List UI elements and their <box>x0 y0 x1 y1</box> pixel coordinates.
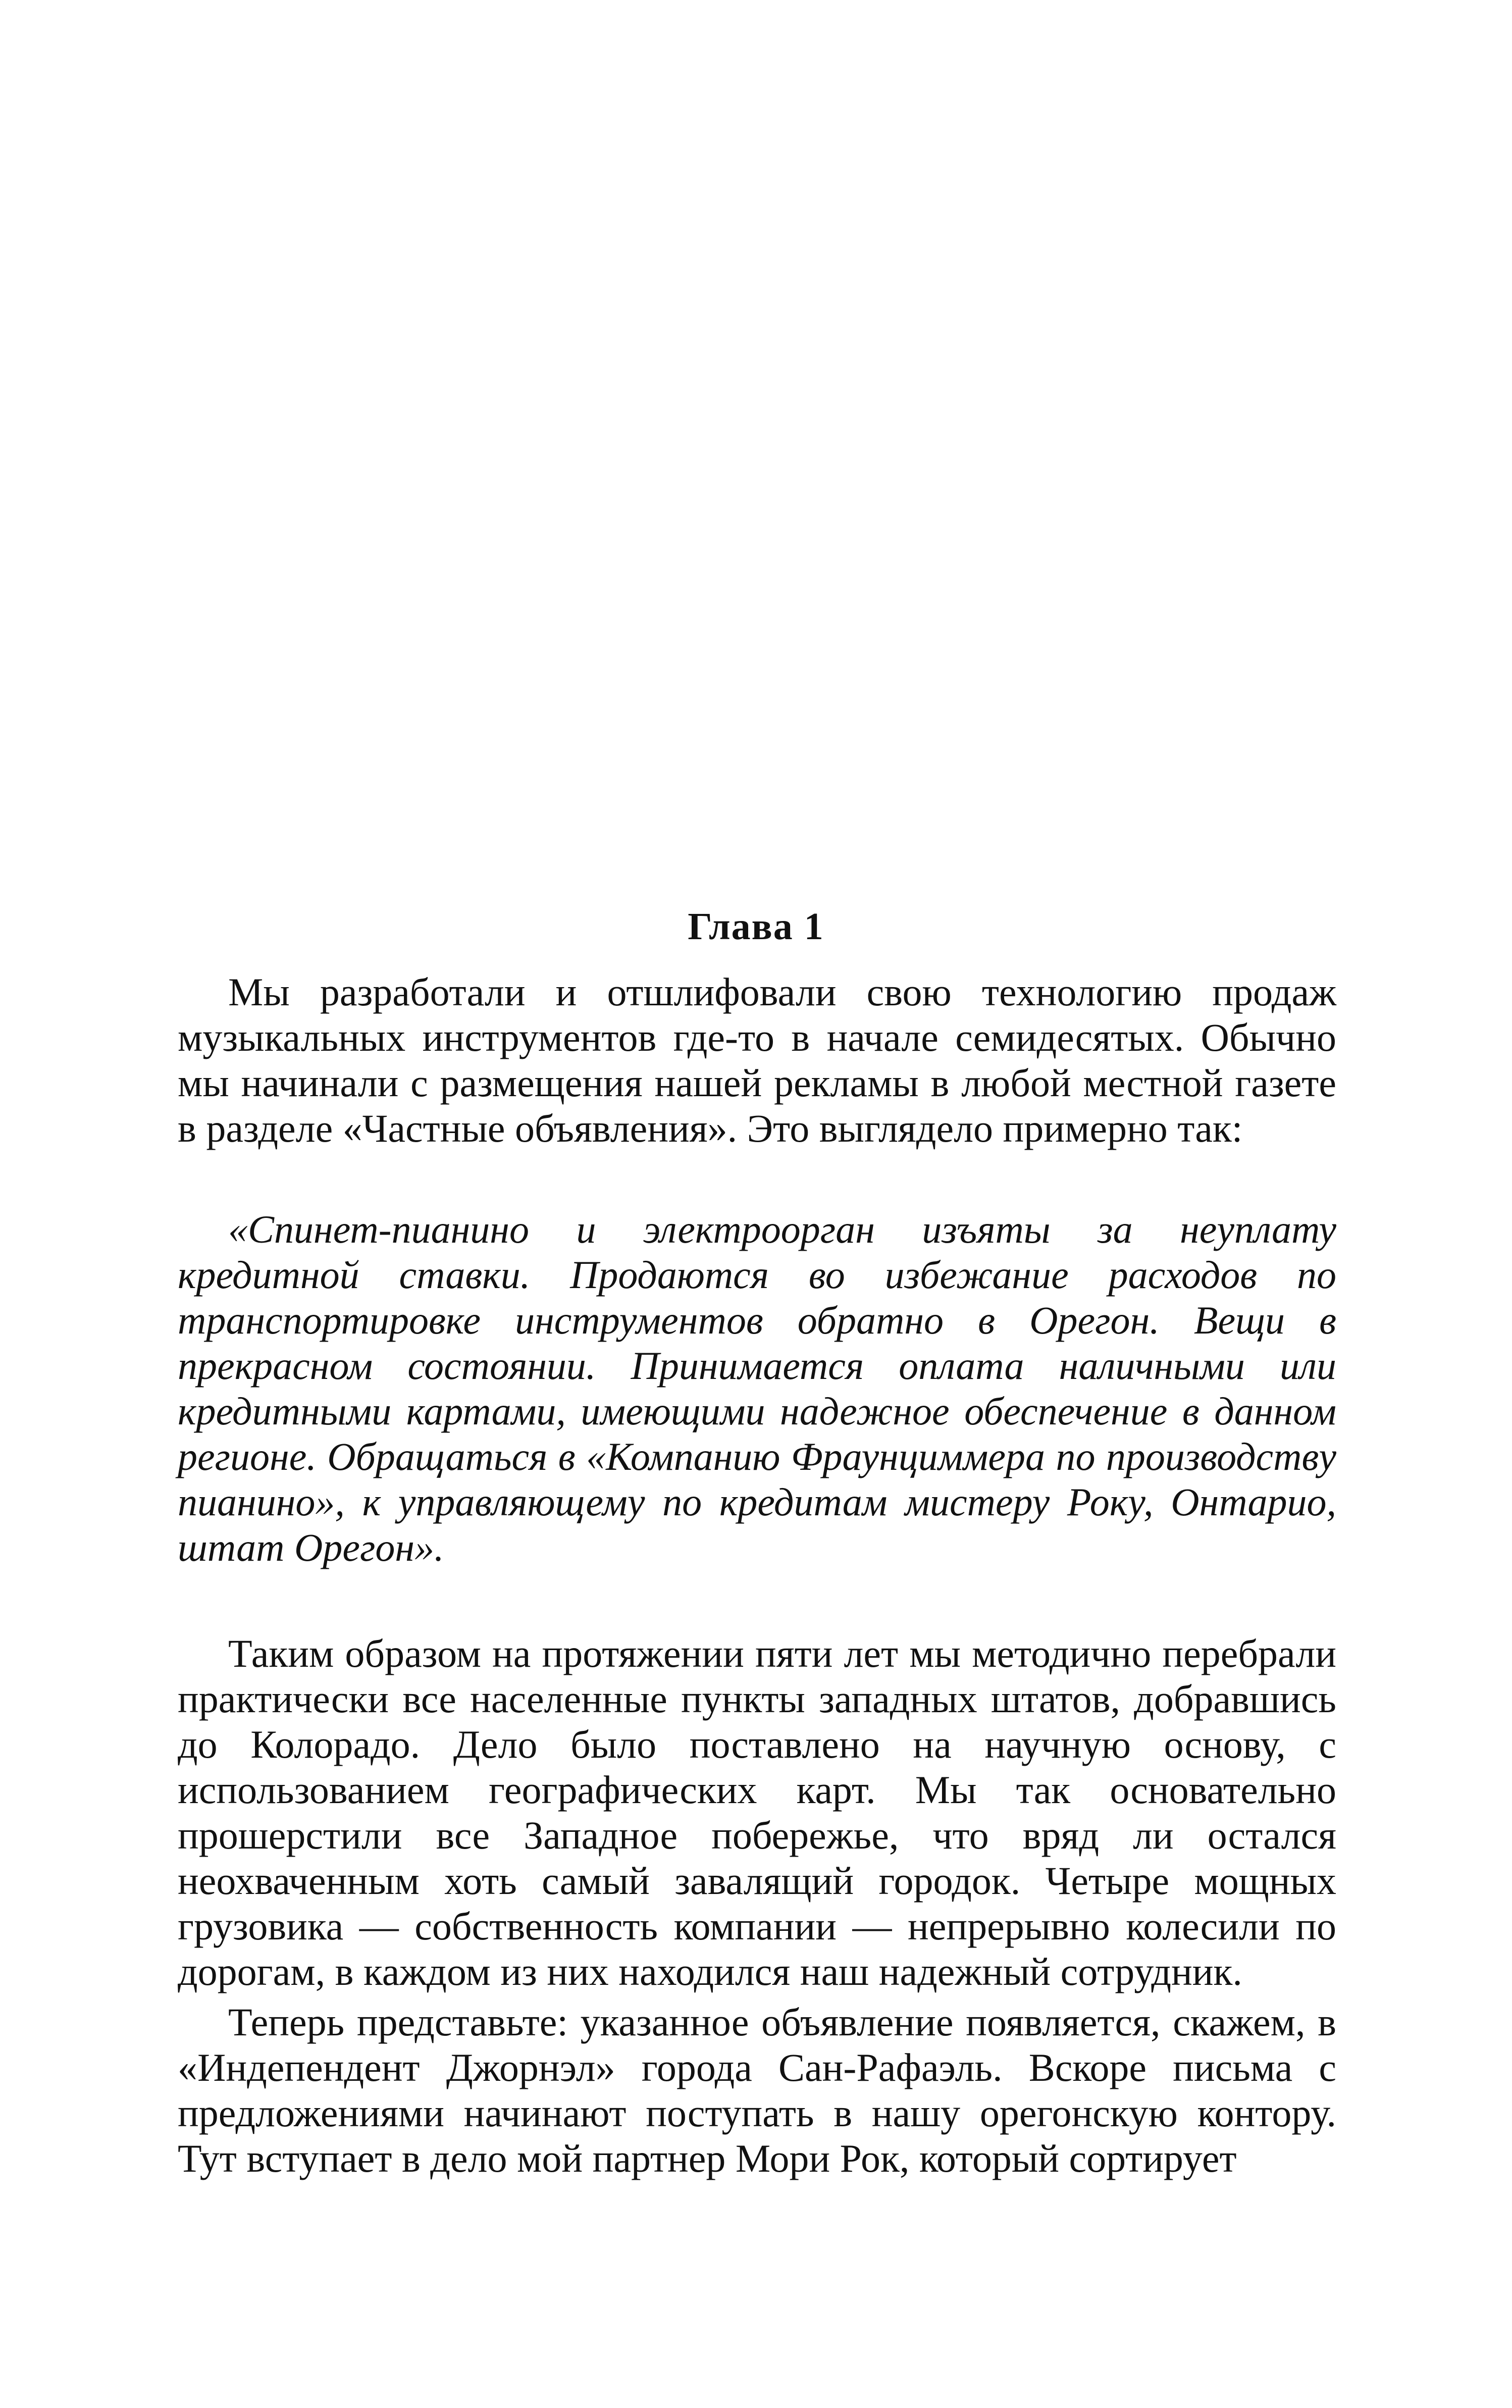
paragraph-method: Таким образом на протяжении пяти лет мы методично перебрали практически все населенные пункты западных штатов, добравшись до Колорадо. Дело было поставлено на научную основу, с использованием географических карт. Мы так основательно прошерстили все Западное побережье, что вряд ли остался неохваченным хоть самый завалящий городок. Четыре мощных грузовика — собственность компании — непрерывно колесили по дорогам, в каждом из них находился наш надежный сотрудник. <box>178 1631 1336 1993</box>
chapter-title: Глава 1 <box>688 905 824 948</box>
paragraph-example: Теперь представьте: указанное объявление появляется, скажем, в «Индепендент Джорнэл» города Сан-Рафаэль. Вскоре письма с предложениями начинают поступать в нашу орегонскую контору. Тут вступает в дело мой партнер Мори Рок, который сортирует <box>178 2000 1336 2180</box>
advertisement-quote: «Спинет-пианино и электроорган изъяты за неуплату кредитной ставки. Продаются во избежание расходов по транспортировке инструментов обратно в Орегон. Вещи в прекрасном состоянии. Принимается оплата наличными или кредитными картами, имеющими надежное обеспечение в данном регионе. Обращаться в «Компанию Фраунциммера по производству пианино», к управляющему по кредитам мистеру Року, Онтарио, штат Орегон». <box>178 1207 1336 1569</box>
paragraph-intro: Мы разработали и отшлифовали свою технологию продаж музыкальных инструментов где-то в начале семидесятых. Обычно мы начинали с размещения нашей рекламы в любой местной газете в разделе «Частные объявления». Это выглядело примерно так: <box>178 970 1336 1150</box>
